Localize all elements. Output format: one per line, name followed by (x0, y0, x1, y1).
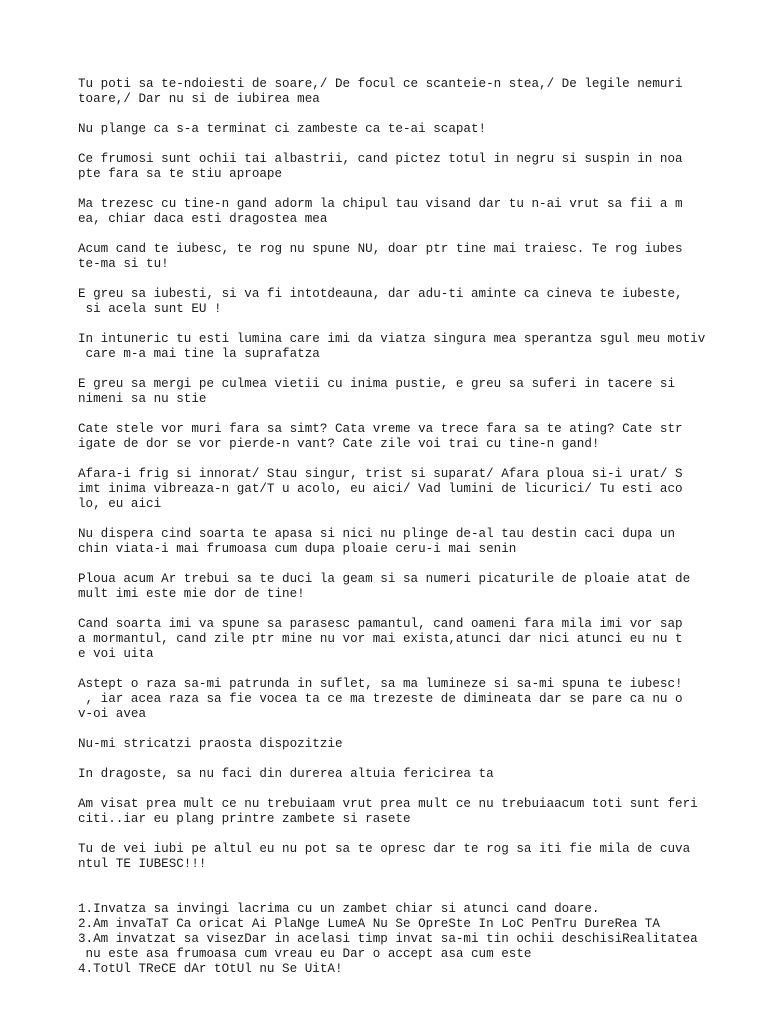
quote-paragraph: Ma trezesc cu tine-n gand adorm la chipul tau visand dar tu n-ai vrut sa fii a m ea, chiar daca esti dragostea mea (78, 197, 683, 226)
list-item: nu este asa frumoasa cum vreau eu Dar o accept asa cum este (78, 947, 532, 961)
list-item: 1.Invatza sa invingi lacrima cu un zambet chiar si atunci cand doare. (78, 902, 600, 916)
numbered-list (78, 902, 748, 977)
quote-paragraph: Nu plange ca s-a terminat ci zambeste ca te-ai scapat! (78, 122, 487, 136)
list-item: 4.TotUl TReCE dAr tOtUl nu Se UitA! (78, 962, 343, 976)
list-item: 2.Am invaTaT Ca oricat Ai PlaNge LumeA Nu Se OpreSte In LoC PenTru DureRea TA (78, 917, 660, 931)
quote-paragraph: Nu dispera cind soarta te apasa si nici nu plinge de-al tau destin caci dupa un chin viata-i mai frumoasa cum dupa ploaie ceru-i mai senin (78, 527, 676, 556)
quote-paragraph: E greu sa iubesti, si va fi intotdeauna, dar adu-ti aminte ca cineva te iubeste, si acela sunt EU ! (78, 287, 683, 316)
quote-paragraph: Ce frumosi sunt ochii tai albastrii, cand pictez totul in negru si suspin in noa pte fara sa te stiu aproape (78, 152, 683, 181)
quote-paragraph: Acum cand te iubesc, te rog nu spune NU, doar ptr tine mai traiesc. Te rog iubes te-ma si tu! (78, 242, 683, 271)
quote-paragraph: Ploua acum Ar trebui sa te duci la geam si sa numeri picaturile de ploaie atat de mult imi este mie dor de tine! (78, 572, 691, 601)
quote-paragraph: E greu sa mergi pe culmea vietii cu inima pustie, e greu sa suferi in tacere si nimeni sa nu stie (78, 377, 676, 406)
quote-paragraph: Afara-i frig si innorat/ Stau singur, trist si suparat/ Afara ploua si-i urat/ S imt inima vibreaza-n gat/T u acolo, eu aici/ Vad lumini de licurici/ Tu esti aco lo, eu aici (78, 467, 683, 511)
quote-paragraph: Astept o raza sa-mi patrunda in suflet, sa ma lumineze si sa-mi spuna te iubesc! , iar acea raza sa fie vocea ta ce ma trezeste de dimineata dar se pare ca nu o v-oi avea (78, 677, 683, 721)
list-item: 3.Am invatzat sa visezDar in acelasi timp invat sa-mi tin ochii deschisiRealitatea (78, 932, 698, 946)
document-page (78, 77, 748, 977)
quote-paragraph: In intuneric tu esti lumina care imi da viatza singura mea sperantza sgul meu motiv care m-a mai tine la suprafatza (78, 332, 706, 361)
quote-paragraph: Cate stele vor muri fara sa simt? Cata vreme va trece fara sa te ating? Cate str igate de dor se vor pierde-n vant? Cate zile voi trai cu tine-n gand! (78, 422, 683, 451)
quote-paragraph: Am visat prea mult ce nu trebuiaam vrut prea mult ce nu trebuiaacum toti sunt feri citi..iar eu plang printre zambete si rasete (78, 797, 698, 826)
quote-paragraph: Tu poti sa te-ndoiesti de soare,/ De focul ce scanteie-n stea,/ De legile nemuri toare,/ Dar nu si de iubirea mea (78, 77, 683, 106)
quote-paragraph: Cand soarta imi va spune sa parasesc pamantul, cand oameni fara mila imi vor sap a mormantul, cand zile ptr mine nu vor mai exista,atunci dar nici atunci eu nu t e voi uita (78, 617, 683, 661)
quote-paragraph: Nu-mi stricatzi praosta dispozitzie (78, 737, 343, 751)
quote-paragraph: Tu de vei iubi pe altul eu nu pot sa te opresc dar te rog sa iti fie mila de cuva ntul TE IUBESC!!! (78, 842, 691, 871)
quote-paragraph: In dragoste, sa nu faci din durerea altuia fericirea ta (78, 767, 494, 781)
